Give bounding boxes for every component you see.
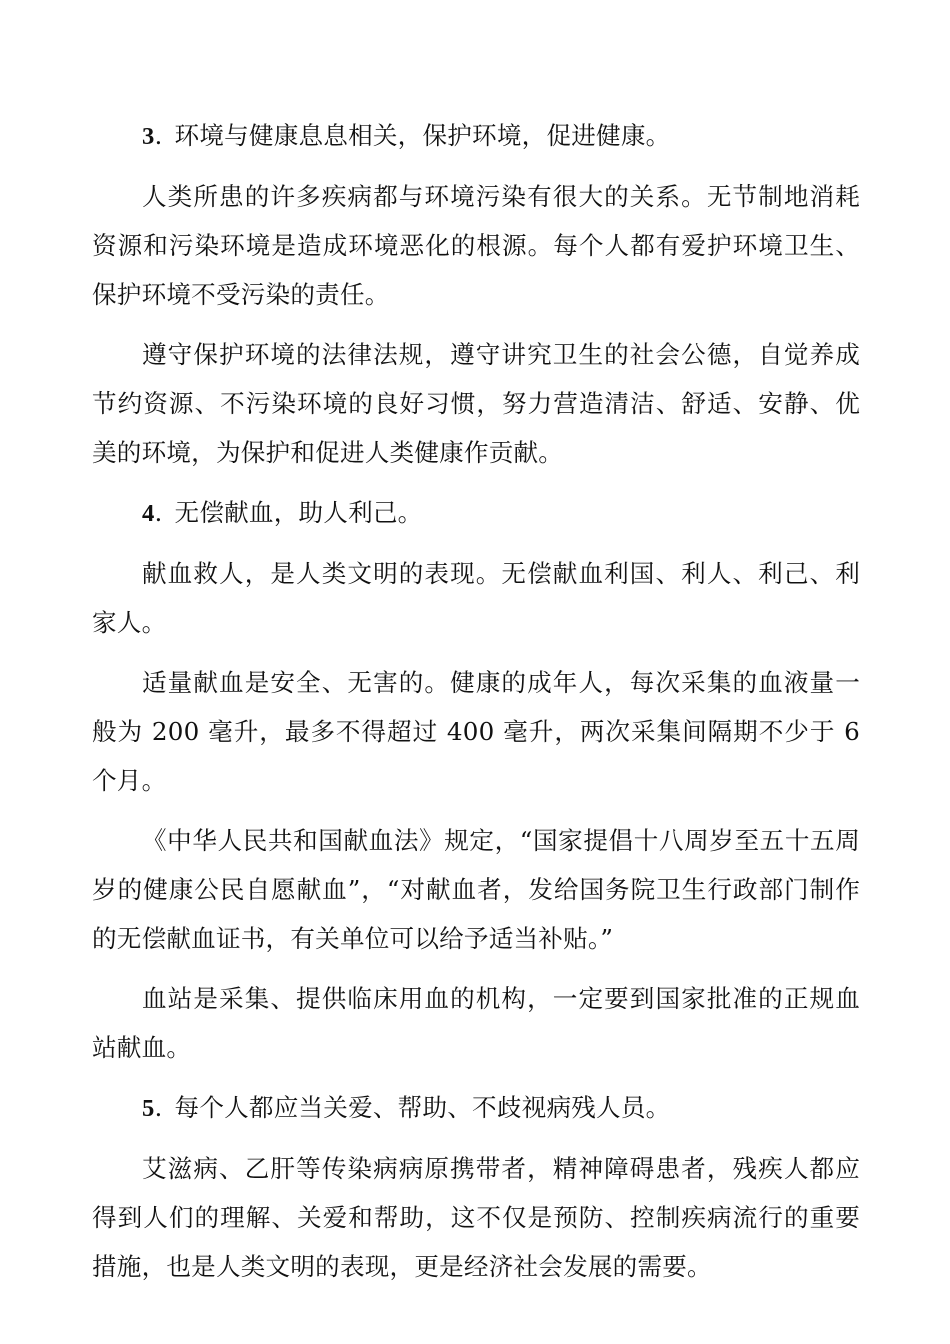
paragraph: 适量献血是安全、无害的。健康的成年人，每次采集的血液量一般为 200 毫升，最多不得超过 400 毫升，两次采集间隔期不少于 6 个月。 [92, 668, 860, 795]
section-heading-3 [92, 111, 860, 161]
section-number-separator: . [154, 1093, 163, 1122]
paragraph: 遵守保护环境的法律法规，遵守讲究卫生的社会公德，自觉养成节约资源、不污染环境的良好习惯，努力营造清洁、舒适、安静、优美的环境，为保护和促进人类健康作贡献。 [92, 340, 860, 467]
paragraph: 《中华人民共和国献血法》规定，“国家提倡十八周岁至五十五周岁的健康公民自愿献血”，“对献血者，发给国务院卫生行政部门制作的无偿献血证书，有关单位可以给予适当补贴。” [92, 826, 860, 953]
section-title: 每个人都应当关爱、帮助、不歧视病残人员。 [174, 1093, 671, 1122]
section-number: 4 [142, 500, 155, 527]
section-number: 5 [142, 1095, 155, 1122]
section-title: 环境与健康息息相关，保护环境，促进健康。 [174, 121, 671, 150]
section-heading-4 [92, 488, 860, 538]
section-number-separator: . [154, 121, 163, 150]
section-heading-5 [92, 1083, 860, 1133]
paragraph: 献血救人，是人类文明的表现。无偿献血利国、利人、利己、利家人。 [92, 559, 860, 637]
paragraph: 艾滋病、乙肝等传染病病原携带者，精神障碍患者，残疾人都应得到人们的理解、关爱和帮助，这不仅是预防、控制疾病流行的重要措施，也是人类文明的表现，更是经济社会发展的需要。 [92, 1154, 860, 1281]
section-title: 无偿献血，助人利己。 [174, 498, 423, 527]
paragraph: 人类所患的许多疾病都与环境污染有很大的关系。无节制地消耗资源和污染环境是造成环境恶化的根源。每个人都有爱护环境卫生、保护环境不受污染的责任。 [92, 182, 860, 309]
document-body [92, 111, 860, 1302]
section-number-separator: . [154, 498, 163, 527]
section-number: 3 [142, 123, 155, 150]
paragraph: 血站是采集、提供临床用血的机构，一定要到国家批准的正规血站献血。 [92, 984, 860, 1062]
